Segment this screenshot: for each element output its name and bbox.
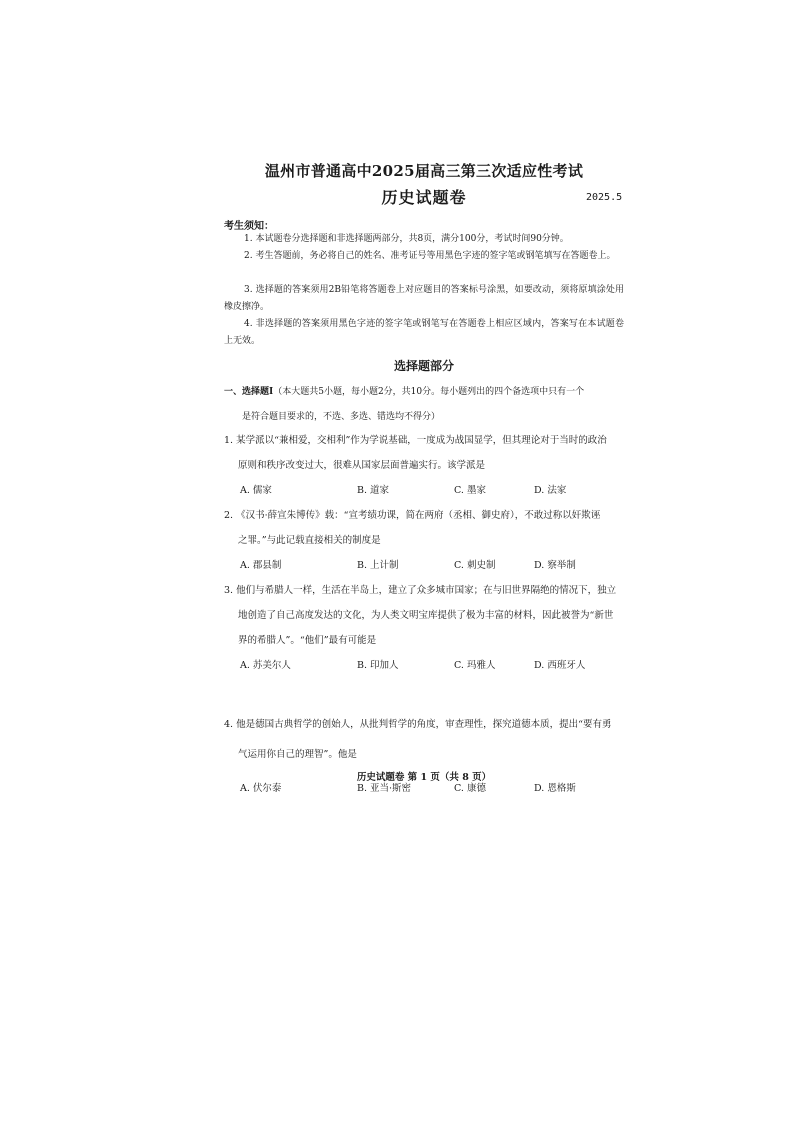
question-stem <box>224 503 624 553</box>
question-stem-line: 1. 某学派以“兼相爱，交相利”作为学说基础，一度成为战国显学，但其理论对于当时的政治 <box>224 435 607 446</box>
question-stem-line: 界的希腊人”。“他们”最有可能是 <box>238 635 377 646</box>
question-stem-line: 之罪。”与此记载直接相关的制度是 <box>238 535 381 546</box>
question-options <box>224 653 624 678</box>
section-title: 选择题部分 <box>393 359 454 373</box>
option-d: D. 法家 <box>534 485 567 496</box>
question-options <box>224 478 624 503</box>
notice-item-3: 3. 选择题的答案须用2B铅笔将答题卷上对应题目的答案标号涂黑，如要改动，须将原填涂处用橡皮擦净。 <box>224 285 624 312</box>
option-a: A. 郡县制 <box>240 560 282 571</box>
option-d: D. 西班牙人 <box>534 660 586 671</box>
question-1 <box>224 428 624 503</box>
option-c: C. 刺史制 <box>454 560 496 571</box>
question-stem-line: 气运用你自己的理智”。他是 <box>238 749 357 760</box>
exam-subtitle: 历史试题卷 <box>381 188 467 207</box>
option-b: B. 亚当·斯密 <box>357 783 412 794</box>
part-one-desc-line2: 是符合题目要求的，不选、多选、错选均不得分） <box>242 412 441 422</box>
question-stem-line: 4. 他是德国古典哲学的创始人，从批判哲学的角度，审查理性，探究道德本质，提出“要有勇 <box>224 719 612 730</box>
option-c: C. 康德 <box>454 783 486 794</box>
option-d: D. 恩格斯 <box>534 783 576 794</box>
question-3 <box>224 578 624 678</box>
option-c: C. 墨家 <box>454 485 486 496</box>
question-2 <box>224 503 624 578</box>
question-options <box>224 553 624 578</box>
option-b: B. 印加人 <box>357 660 399 671</box>
option-a: A. 伏尔泰 <box>240 783 282 794</box>
question-stem <box>224 710 624 770</box>
notice-heading: 考生须知： <box>224 221 274 232</box>
part-one-desc: （本大题共5小题，每小题2分，共10分。每小题列出的四个备选项中只有一个 <box>273 387 585 397</box>
part-one-lead: 一、选择题Ⅰ <box>224 387 274 397</box>
question-stem-line: 原则和秩序改变过大，很难从国家层面普遍实行。该学派是 <box>238 460 486 471</box>
option-c: C. 玛雅人 <box>454 660 496 671</box>
notice-item-4: 4. 非选择题的答案须用黑色字迹的签字笔或钢笔写在答题卷上相应区域内，答案写在本试题卷上无效。 <box>224 319 624 346</box>
option-b: B. 道家 <box>357 485 390 496</box>
exam-date: 2025.5 <box>586 192 623 203</box>
question-4 <box>224 710 624 801</box>
question-stem-line: 2. 《汉书·薛宣朱博传》载：“宣考绩功课，简在两府（丞相、御史府），不敢过称以奸欺诬 <box>224 510 601 521</box>
exam-title: 温州市普通高中2025届高三第三次适应性考试 <box>264 162 584 180</box>
option-d: D. 察举制 <box>534 560 576 571</box>
option-b: B. 上计制 <box>357 560 399 571</box>
notice-item-1: 1. 本试题卷分选择题和非选择题两部分，共8页，满分100分，考试时间90分钟。 <box>244 234 569 244</box>
part-one-heading <box>224 380 624 430</box>
option-a: A. 儒家 <box>240 485 272 496</box>
notice-item-2: 2. 考生答题前，务必将自己的姓名、准考证号等用黑色字迹的签字笔或钢笔填写在答题卷上。 <box>244 251 616 261</box>
question-stem <box>224 428 624 478</box>
question-stem-line: 地创造了自己高度发达的文化，为人类文明宝库提供了极为丰富的材料，因此被誉为“新世 <box>238 610 614 621</box>
page-footer: 历史试题卷 第 1 页（共 8 页） <box>356 772 492 783</box>
option-a: A. 苏美尔人 <box>240 660 291 671</box>
question-stem-line: 3. 他们与希腊人一样，生活在半岛上，建立了众多城市国家；在与旧世界隔绝的情况下，独立 <box>224 585 617 596</box>
question-stem <box>224 578 624 653</box>
